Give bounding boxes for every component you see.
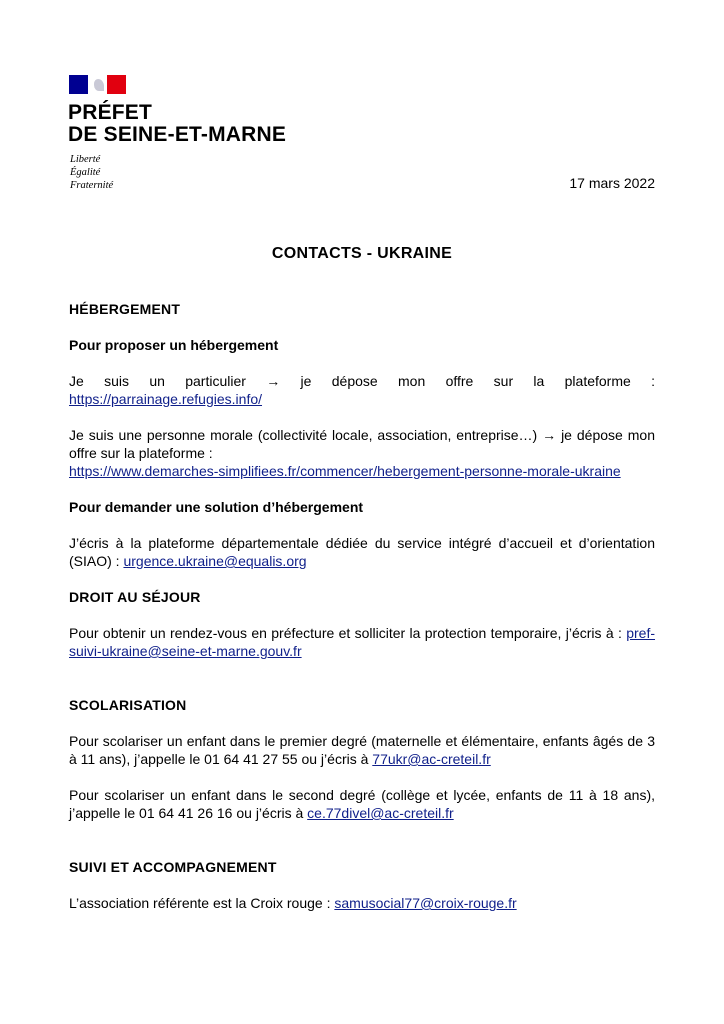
link-email-equalis[interactable]: urgence.ukraine@equalis.org — [123, 553, 307, 569]
link-email-croix-rouge[interactable]: samusocial77@croix-rouge.fr — [334, 895, 517, 911]
french-flag-logo — [69, 75, 126, 94]
prefet-line-2: DE SEINE-ET-MARNE — [68, 123, 287, 146]
document-body — [69, 300, 655, 912]
link-email-77divel[interactable]: ce.77divel@ac-creteil.fr — [307, 805, 454, 821]
paragraph-premier-degre — [69, 732, 655, 768]
motto-liberte: Liberté — [70, 154, 101, 165]
section-heading-sejour: DROIT AU SÉJOUR — [69, 589, 201, 605]
prefecture-name — [68, 102, 286, 146]
siao-text: J’écris à la plateforme départementale dédiée du service intégré d’accueil et d’orientation (SIAO) : — [69, 535, 655, 569]
document-date: 17 mars 2022 — [569, 175, 655, 191]
motto-fraternite: Fraternité — [70, 180, 114, 191]
link-demarches-simplifiees[interactable]: https://www.demarches-simplifiees.fr/commencer/hebergement-personne-morale-ukraine — [69, 463, 621, 479]
paragraph-suivi — [69, 894, 655, 912]
second-degre-text: Pour scolariser un enfant dans le second degré (collège et lycée, enfants de 11 à 18 ans), j’appelle le 01 64 41 26 16 ou j’écris à — [69, 787, 655, 821]
document-title: CONTACTS - UKRAINE — [271, 245, 453, 262]
republic-motto — [70, 153, 113, 192]
prefet-line-1: PRÉFET — [68, 101, 153, 124]
paragraph-particulier-link — [69, 390, 655, 408]
link-parrainage[interactable]: https://parrainage.refugies.info/ — [69, 391, 263, 407]
subheading-demander: Pour demander une solution d’hébergement — [69, 499, 364, 515]
suivi-text: L’association référente est la Croix rouge : — [69, 895, 331, 911]
paragraph-sejour — [69, 624, 655, 660]
paragraph-particulier — [69, 372, 655, 390]
section-heading-suivi: SUIVI ET ACCOMPAGNEMENT — [69, 859, 277, 875]
section-heading-scolarisation: SCOLARISATION — [69, 697, 187, 713]
paragraph-personne-morale — [69, 426, 655, 480]
paragraph-siao — [69, 534, 655, 570]
section-heading-hebergement: HÉBERGEMENT — [69, 301, 181, 317]
subheading-proposer: Pour proposer un hébergement — [69, 337, 279, 353]
paragraph-second-degre — [69, 786, 655, 822]
sejour-text: Pour obtenir un rendez-vous en préfecture et solliciter la protection temporaire, j’écris à : — [69, 625, 622, 641]
morale-text: Je suis une personne morale (collectivité locale, association, entreprise…) → je dépose mon offre sur la plateforme : — [69, 427, 655, 461]
premier-degre-text: Pour scolariser un enfant dans le premier degré (maternelle et élémentaire, enfants âgés de 3 à 11 ans), j’appelle le 01 64 41 27 55 ou j’écris à — [69, 733, 655, 767]
link-email-prefecture[interactable]: pref-suivi-ukraine@seine-et-marne.gouv.fr — [69, 625, 656, 659]
motto-egalite: Égalité — [70, 167, 101, 178]
link-email-77ukr[interactable]: 77ukr@ac-creteil.fr — [372, 751, 491, 767]
particulier-text: Je suis un particulier → je dépose mon offre sur la plateforme : — [69, 373, 655, 389]
